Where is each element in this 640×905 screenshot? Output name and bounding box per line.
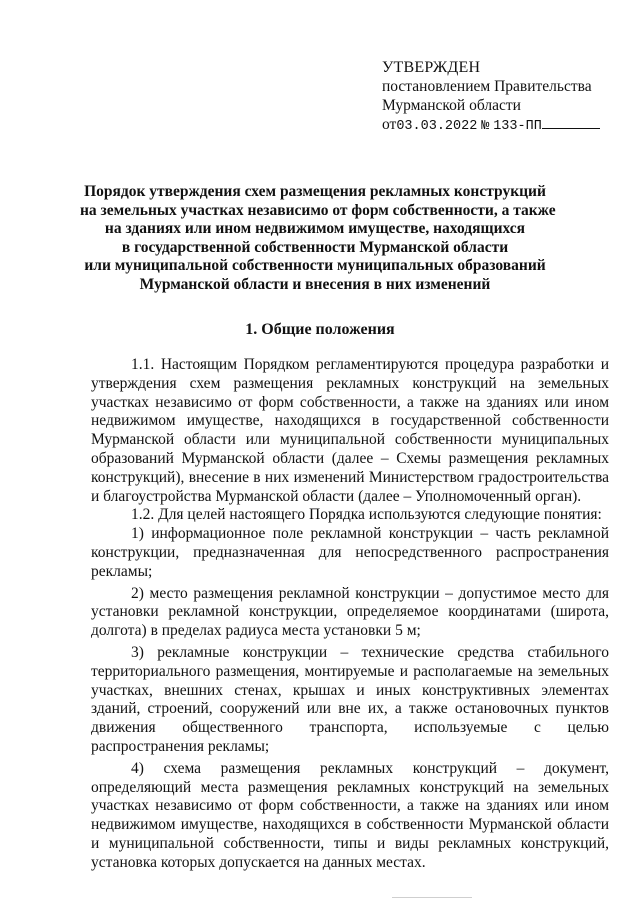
definition-3: 3) рекламные конструкции – технические средства стабильного территориального размещения, монтируемые и располагаемые на земельных участках, внешних стенах, крышах и иных конструктивных элементах зданий, строений, сооружений или вне их, а также остановочных пунктов движения общественного транспорта, используемые с целью распространения рекламы; [91,643,609,755]
approval-line-2: Мурманской области [382,97,521,114]
approval-title: УТВЕРЖДЕН [382,59,481,76]
date-prefix: от [382,116,397,133]
decree-date-number [382,115,622,136]
number-sign: № [481,119,490,134]
title-line: в государственной собственности Мурманской области [121,238,509,256]
paragraph-1-2: 1.2. Для целей настоящего Порядка используются следующие понятия: [131,506,602,524]
definition-4: 4) схема размещения рекламных конструкций – документ, определяющий места размещения рекламных конструкций на земельных участках независимо от форм собственности, а также на зданиях или ином недвижимом имуществе, находящихся в собственности Мурманской области и муниципальной собственности, типы и виды рекламных конструкций, установка которых допускается на данных местах. [91,759,609,871]
document-body [91,356,609,873]
section-heading: 1. Общие положения [245,321,395,338]
title-line: Мурманской области и внесения в них изменений [139,275,491,293]
approval-stamp [382,58,622,136]
page-edge-mark [392,897,472,898]
title-line: или муниципальной собственности муниципальных образований [84,257,546,275]
title-line: на зданиях или ином недвижимом имуществе, находящихся [104,220,526,238]
title-line: на земельных участках независимо от форм собственности, а также [80,201,556,219]
decree-number: 133-ПП [493,119,542,134]
definition-1: 1) информационное поле рекламной конструкции – часть рекламной конструкции, предназначенная для непосредственного распространения рекламы; [91,525,609,580]
definition-2: 2) место размещения рекламной конструкции – допустимое место для установки рекламной конструкции, определяемое координатами (широта, долгота) в пределах радиуса места установки 5 м; [91,584,609,640]
approval-line-1: постановлением Правительства [382,78,592,95]
decree-date: 03.03.2022 [396,119,478,134]
document-title [80,183,556,295]
paragraph-1-1: 1.1. Настоящим Порядком регламентируются процедура разработки и утверждения схем размещения рекламных конструкций на земельных участках независимо от форм собственности, а также на зданиях или ином недвижимом имуществе, находящихся в государственной собственности Мурманской области или муниципальной собственности муниципальных образований Мурманской области (далее – Схемы размещения рекламных конструкций), внесение в них изменений Министерством градостроительства и благоустройства Мурманской области (далее – Уполномоченный орган). [91,356,609,505]
title-line: Порядок утверждения схем размещения рекламных конструкций [84,183,546,200]
signature-underline [542,116,600,129]
